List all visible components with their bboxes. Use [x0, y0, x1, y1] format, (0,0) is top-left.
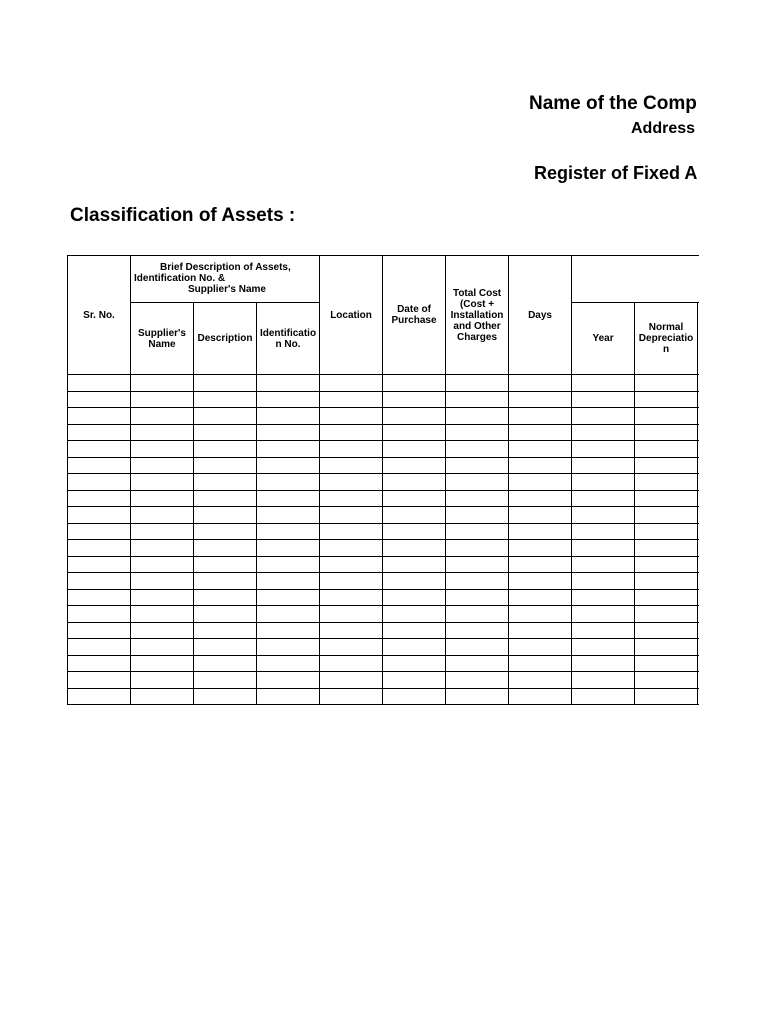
- table-cell[interactable]: [572, 639, 635, 656]
- suppliers-name-line-2: Name: [148, 338, 176, 350]
- table-cell[interactable]: [68, 424, 131, 441]
- total-cost-line-4: and Other: [453, 320, 501, 332]
- table-cell[interactable]: [383, 391, 446, 408]
- brief-description-line-2: Identification No. &: [134, 273, 226, 284]
- table-cell[interactable]: [572, 408, 635, 425]
- table-cell[interactable]: [257, 589, 320, 606]
- table-cell[interactable]: [131, 408, 194, 425]
- table-cell[interactable]: [572, 441, 635, 458]
- table-cell[interactable]: [383, 655, 446, 672]
- table-cell[interactable]: [383, 606, 446, 623]
- company-address: Address: [631, 120, 696, 137]
- classification-label: Classification of Assets :: [70, 205, 296, 226]
- table-cell[interactable]: [131, 507, 194, 524]
- total-cost-line-3: Installation: [450, 309, 504, 321]
- table-cell[interactable]: [509, 507, 572, 524]
- table-cell[interactable]: [698, 441, 699, 458]
- table-cell[interactable]: [257, 606, 320, 623]
- table-cell[interactable]: [446, 490, 509, 507]
- table-cell[interactable]: [320, 606, 383, 623]
- table-cell[interactable]: [194, 606, 257, 623]
- table-cell[interactable]: [446, 672, 509, 689]
- table-cell[interactable]: [698, 490, 699, 507]
- table-cell[interactable]: [698, 408, 699, 425]
- table-cell[interactable]: [194, 540, 257, 557]
- table-cell[interactable]: [257, 391, 320, 408]
- table-cell[interactable]: [383, 424, 446, 441]
- table-cell[interactable]: [194, 424, 257, 441]
- table-cell[interactable]: [68, 556, 131, 573]
- table-cell[interactable]: [383, 672, 446, 689]
- table-row: [68, 507, 700, 524]
- table-row: [68, 606, 700, 623]
- table-cell[interactable]: [320, 424, 383, 441]
- table-cell[interactable]: [257, 622, 320, 639]
- table-cell[interactable]: [194, 507, 257, 524]
- table-cell[interactable]: [194, 441, 257, 458]
- table-cell[interactable]: [131, 474, 194, 491]
- table-row: [68, 639, 700, 656]
- table-cell[interactable]: [572, 606, 635, 623]
- table-cell[interactable]: [320, 441, 383, 458]
- table-cell[interactable]: [698, 523, 699, 540]
- table-cell[interactable]: [509, 655, 572, 672]
- table-cell[interactable]: [68, 441, 131, 458]
- table-cell[interactable]: [572, 556, 635, 573]
- table-cell[interactable]: [383, 688, 446, 705]
- table-cell[interactable]: [257, 672, 320, 689]
- table-cell[interactable]: [635, 672, 698, 689]
- table-cell[interactable]: [131, 622, 194, 639]
- table-cell[interactable]: [509, 408, 572, 425]
- table-cell[interactable]: [635, 622, 698, 639]
- normal-depreciation-line-1: Normal: [648, 322, 684, 333]
- table-row: [68, 474, 700, 491]
- table-cell[interactable]: [635, 507, 698, 524]
- table-cell[interactable]: [383, 523, 446, 540]
- table-cell[interactable]: [257, 688, 320, 705]
- table-cell[interactable]: [320, 573, 383, 590]
- table-cell[interactable]: [131, 391, 194, 408]
- table-cell[interactable]: [383, 408, 446, 425]
- table-cell[interactable]: [194, 523, 257, 540]
- table-cell[interactable]: [572, 672, 635, 689]
- table-cell[interactable]: [698, 507, 699, 524]
- header-normal-depreciation: [635, 303, 698, 375]
- table-cell[interactable]: [131, 375, 194, 392]
- table-cell[interactable]: [68, 672, 131, 689]
- table-row: [68, 391, 700, 408]
- table-cell[interactable]: [68, 622, 131, 639]
- table-cell[interactable]: [68, 639, 131, 656]
- table-cell[interactable]: [572, 540, 635, 557]
- table-cell[interactable]: [509, 474, 572, 491]
- table-cell[interactable]: [131, 490, 194, 507]
- table-cell[interactable]: [257, 375, 320, 392]
- table-cell[interactable]: [257, 424, 320, 441]
- table-cell[interactable]: [257, 441, 320, 458]
- identification-no-line-1: Identificatio: [259, 327, 317, 339]
- table-cell[interactable]: [68, 474, 131, 491]
- table-row: [68, 457, 700, 474]
- table-cell[interactable]: [257, 573, 320, 590]
- table-cell[interactable]: [635, 441, 698, 458]
- table-cell[interactable]: [635, 573, 698, 590]
- table-row: [68, 540, 700, 557]
- table-cell[interactable]: [320, 622, 383, 639]
- table-cell[interactable]: [68, 589, 131, 606]
- date-of-purchase-line-2: Purchase: [391, 315, 437, 326]
- table-cell[interactable]: [446, 424, 509, 441]
- table-cell[interactable]: [320, 589, 383, 606]
- table-row: [68, 688, 700, 705]
- table-cell[interactable]: [131, 688, 194, 705]
- table-cell[interactable]: [320, 457, 383, 474]
- table-cell[interactable]: [320, 688, 383, 705]
- header-location: Location: [320, 256, 383, 375]
- table-cell[interactable]: [635, 606, 698, 623]
- table-cell[interactable]: [698, 474, 699, 491]
- table-cell[interactable]: [509, 688, 572, 705]
- table-cell[interactable]: [131, 639, 194, 656]
- table-cell[interactable]: [446, 622, 509, 639]
- table-cell[interactable]: [698, 622, 699, 639]
- fixed-assets-register-table: [67, 255, 699, 705]
- table-cell[interactable]: [68, 523, 131, 540]
- table-cell[interactable]: [257, 408, 320, 425]
- table-cell[interactable]: [320, 490, 383, 507]
- table-cell[interactable]: [320, 556, 383, 573]
- table-cell[interactable]: [320, 655, 383, 672]
- table-cell[interactable]: [383, 556, 446, 573]
- table-cell[interactable]: [509, 589, 572, 606]
- table-cell[interactable]: [446, 556, 509, 573]
- total-cost-line-2: (Cost +: [459, 298, 495, 310]
- table-cell[interactable]: [635, 556, 698, 573]
- table-cell[interactable]: [446, 507, 509, 524]
- table-cell[interactable]: [194, 391, 257, 408]
- table-cell[interactable]: [194, 556, 257, 573]
- table-row: [68, 424, 700, 441]
- register-body: [68, 375, 700, 705]
- table-cell[interactable]: [383, 375, 446, 392]
- table-cell[interactable]: [446, 474, 509, 491]
- header-identification-no: [257, 303, 320, 375]
- table-cell[interactable]: [320, 672, 383, 689]
- table-cell[interactable]: [446, 639, 509, 656]
- table-cell[interactable]: [572, 507, 635, 524]
- table-cell[interactable]: [446, 606, 509, 623]
- header-days: Days: [509, 256, 572, 375]
- table-cell[interactable]: [383, 573, 446, 590]
- table-cell[interactable]: [131, 655, 194, 672]
- table-row: [68, 622, 700, 639]
- table-cell[interactable]: [698, 457, 699, 474]
- table-cell[interactable]: [635, 457, 698, 474]
- table-cell[interactable]: [194, 639, 257, 656]
- table-cell[interactable]: [320, 408, 383, 425]
- table-cell[interactable]: [194, 589, 257, 606]
- table-cell[interactable]: [446, 391, 509, 408]
- table-cell[interactable]: [194, 457, 257, 474]
- table-cell[interactable]: [257, 556, 320, 573]
- normal-depreciation-line-2: Depreciatio: [638, 333, 694, 344]
- table-cell[interactable]: [383, 507, 446, 524]
- table-cell[interactable]: [383, 474, 446, 491]
- header-year: Year: [572, 303, 635, 375]
- header-depreciation-extra: [698, 303, 699, 375]
- table-cell[interactable]: [131, 424, 194, 441]
- table-cell[interactable]: [320, 375, 383, 392]
- table-cell[interactable]: [446, 573, 509, 590]
- normal-depreciation-line-3: n: [662, 344, 670, 355]
- table-cell[interactable]: [698, 655, 699, 672]
- table-row: [68, 523, 700, 540]
- table-cell[interactable]: [635, 523, 698, 540]
- table-cell[interactable]: [572, 391, 635, 408]
- table-cell[interactable]: [698, 672, 699, 689]
- table-cell[interactable]: [68, 606, 131, 623]
- table-cell[interactable]: [698, 589, 699, 606]
- table-cell[interactable]: [68, 688, 131, 705]
- table-cell[interactable]: [635, 474, 698, 491]
- header-brief-description: [131, 256, 320, 303]
- date-of-purchase-line-1: Date of: [397, 304, 431, 315]
- table-cell[interactable]: [572, 457, 635, 474]
- table-cell[interactable]: [446, 457, 509, 474]
- table-cell[interactable]: [194, 375, 257, 392]
- table-cell[interactable]: [698, 375, 699, 392]
- table-cell[interactable]: [572, 655, 635, 672]
- table-cell[interactable]: [68, 375, 131, 392]
- table-row: [68, 441, 700, 458]
- table-cell[interactable]: [698, 688, 699, 705]
- table-cell[interactable]: [257, 655, 320, 672]
- table-cell[interactable]: [446, 589, 509, 606]
- table-cell[interactable]: [68, 408, 131, 425]
- table-cell[interactable]: [572, 523, 635, 540]
- table-cell[interactable]: [446, 523, 509, 540]
- table-cell[interactable]: [635, 540, 698, 557]
- table-cell[interactable]: [194, 490, 257, 507]
- table-cell[interactable]: [383, 589, 446, 606]
- total-cost-line-5: Charges: [457, 331, 498, 343]
- table-cell[interactable]: [257, 639, 320, 656]
- table-cell[interactable]: [509, 672, 572, 689]
- table-cell[interactable]: [257, 457, 320, 474]
- table-cell[interactable]: [509, 639, 572, 656]
- table-cell[interactable]: [320, 474, 383, 491]
- table-cell[interactable]: [572, 688, 635, 705]
- table-cell[interactable]: [698, 573, 699, 590]
- table-cell[interactable]: [446, 441, 509, 458]
- table-cell[interactable]: [509, 622, 572, 639]
- table-cell[interactable]: [68, 540, 131, 557]
- header-description: Description: [194, 303, 257, 375]
- table-row: [68, 408, 700, 425]
- header-depreciation-group: [572, 256, 699, 303]
- table-cell[interactable]: [698, 391, 699, 408]
- brief-description-line-3: Supplier's Name: [188, 284, 266, 295]
- table-cell[interactable]: [320, 507, 383, 524]
- table-cell[interactable]: [698, 424, 699, 441]
- table-cell[interactable]: [509, 573, 572, 590]
- table-cell[interactable]: [509, 490, 572, 507]
- header-sr-no: Sr. No.: [68, 256, 131, 375]
- table-cell[interactable]: [131, 672, 194, 689]
- table-row: [68, 589, 700, 606]
- table-cell[interactable]: [698, 639, 699, 656]
- table-cell[interactable]: [635, 391, 698, 408]
- table-cell[interactable]: [635, 589, 698, 606]
- table-cell[interactable]: [635, 490, 698, 507]
- table-cell[interactable]: [68, 573, 131, 590]
- table-cell[interactable]: [572, 474, 635, 491]
- table-cell[interactable]: [257, 540, 320, 557]
- table-cell[interactable]: [446, 655, 509, 672]
- table-cell[interactable]: [194, 655, 257, 672]
- table-row: [68, 573, 700, 590]
- table-cell[interactable]: [698, 606, 699, 623]
- table-cell[interactable]: [509, 540, 572, 557]
- table-cell[interactable]: [509, 457, 572, 474]
- table-cell[interactable]: [257, 507, 320, 524]
- table-cell[interactable]: [509, 441, 572, 458]
- table-cell[interactable]: [68, 490, 131, 507]
- table-cell[interactable]: [509, 606, 572, 623]
- table-cell[interactable]: [131, 457, 194, 474]
- table-cell[interactable]: [194, 474, 257, 491]
- table-cell[interactable]: [635, 655, 698, 672]
- table-cell[interactable]: [383, 622, 446, 639]
- table-cell[interactable]: [635, 408, 698, 425]
- table-cell[interactable]: [383, 490, 446, 507]
- table-row: [68, 375, 700, 392]
- header-suppliers-name: [131, 303, 194, 375]
- table-cell[interactable]: [383, 540, 446, 557]
- table-cell[interactable]: [698, 556, 699, 573]
- header-total-cost: [446, 256, 509, 375]
- table-cell[interactable]: [572, 589, 635, 606]
- table-cell[interactable]: [194, 408, 257, 425]
- table-cell[interactable]: [635, 375, 698, 392]
- table-cell[interactable]: [320, 639, 383, 656]
- table-cell[interactable]: [68, 507, 131, 524]
- table-cell[interactable]: [131, 556, 194, 573]
- table-cell[interactable]: [635, 639, 698, 656]
- table-cell[interactable]: [509, 391, 572, 408]
- table-cell[interactable]: [194, 573, 257, 590]
- table-row: [68, 655, 700, 672]
- company-name: Name of the Comp: [529, 93, 697, 114]
- table-cell[interactable]: [383, 457, 446, 474]
- table-row: [68, 490, 700, 507]
- table-cell[interactable]: [320, 391, 383, 408]
- header-date-of-purchase: [383, 256, 446, 375]
- table-cell[interactable]: [572, 622, 635, 639]
- table-cell[interactable]: [194, 688, 257, 705]
- table-cell[interactable]: [131, 606, 194, 623]
- table-cell[interactable]: [131, 540, 194, 557]
- table-cell[interactable]: [509, 556, 572, 573]
- table-cell[interactable]: [131, 573, 194, 590]
- table-cell[interactable]: [572, 573, 635, 590]
- total-cost-line-1: Total Cost: [452, 287, 502, 299]
- table-cell[interactable]: [383, 441, 446, 458]
- table-cell[interactable]: [446, 688, 509, 705]
- table-row: [68, 556, 700, 573]
- table-cell[interactable]: [194, 622, 257, 639]
- table-cell[interactable]: [383, 639, 446, 656]
- table-cell[interactable]: [446, 408, 509, 425]
- table-cell[interactable]: [635, 424, 698, 441]
- table-cell[interactable]: [257, 474, 320, 491]
- table-cell[interactable]: [572, 375, 635, 392]
- table-cell[interactable]: [68, 655, 131, 672]
- table-cell[interactable]: [68, 457, 131, 474]
- register-title: Register of Fixed A: [534, 163, 698, 183]
- table-cell[interactable]: [320, 523, 383, 540]
- table-cell[interactable]: [194, 672, 257, 689]
- brief-description-line-1: Brief Description of Assets,: [160, 262, 291, 273]
- table-cell[interactable]: [320, 540, 383, 557]
- identification-no-line-2: n No.: [275, 338, 301, 350]
- table-row: [68, 672, 700, 689]
- table-cell[interactable]: [509, 523, 572, 540]
- suppliers-name-line-1: Supplier's: [138, 327, 186, 339]
- table-cell[interactable]: [635, 688, 698, 705]
- table-cell[interactable]: [257, 523, 320, 540]
- table-cell[interactable]: [131, 589, 194, 606]
- table-cell[interactable]: [446, 375, 509, 392]
- table-cell[interactable]: [509, 424, 572, 441]
- table-cell[interactable]: [446, 540, 509, 557]
- table-cell[interactable]: [698, 540, 699, 557]
- table-cell[interactable]: [131, 523, 194, 540]
- table-cell[interactable]: [572, 424, 635, 441]
- table-cell[interactable]: [131, 441, 194, 458]
- table-cell[interactable]: [257, 490, 320, 507]
- table-cell[interactable]: [68, 391, 131, 408]
- table-cell[interactable]: [572, 490, 635, 507]
- table-cell[interactable]: [509, 375, 572, 392]
